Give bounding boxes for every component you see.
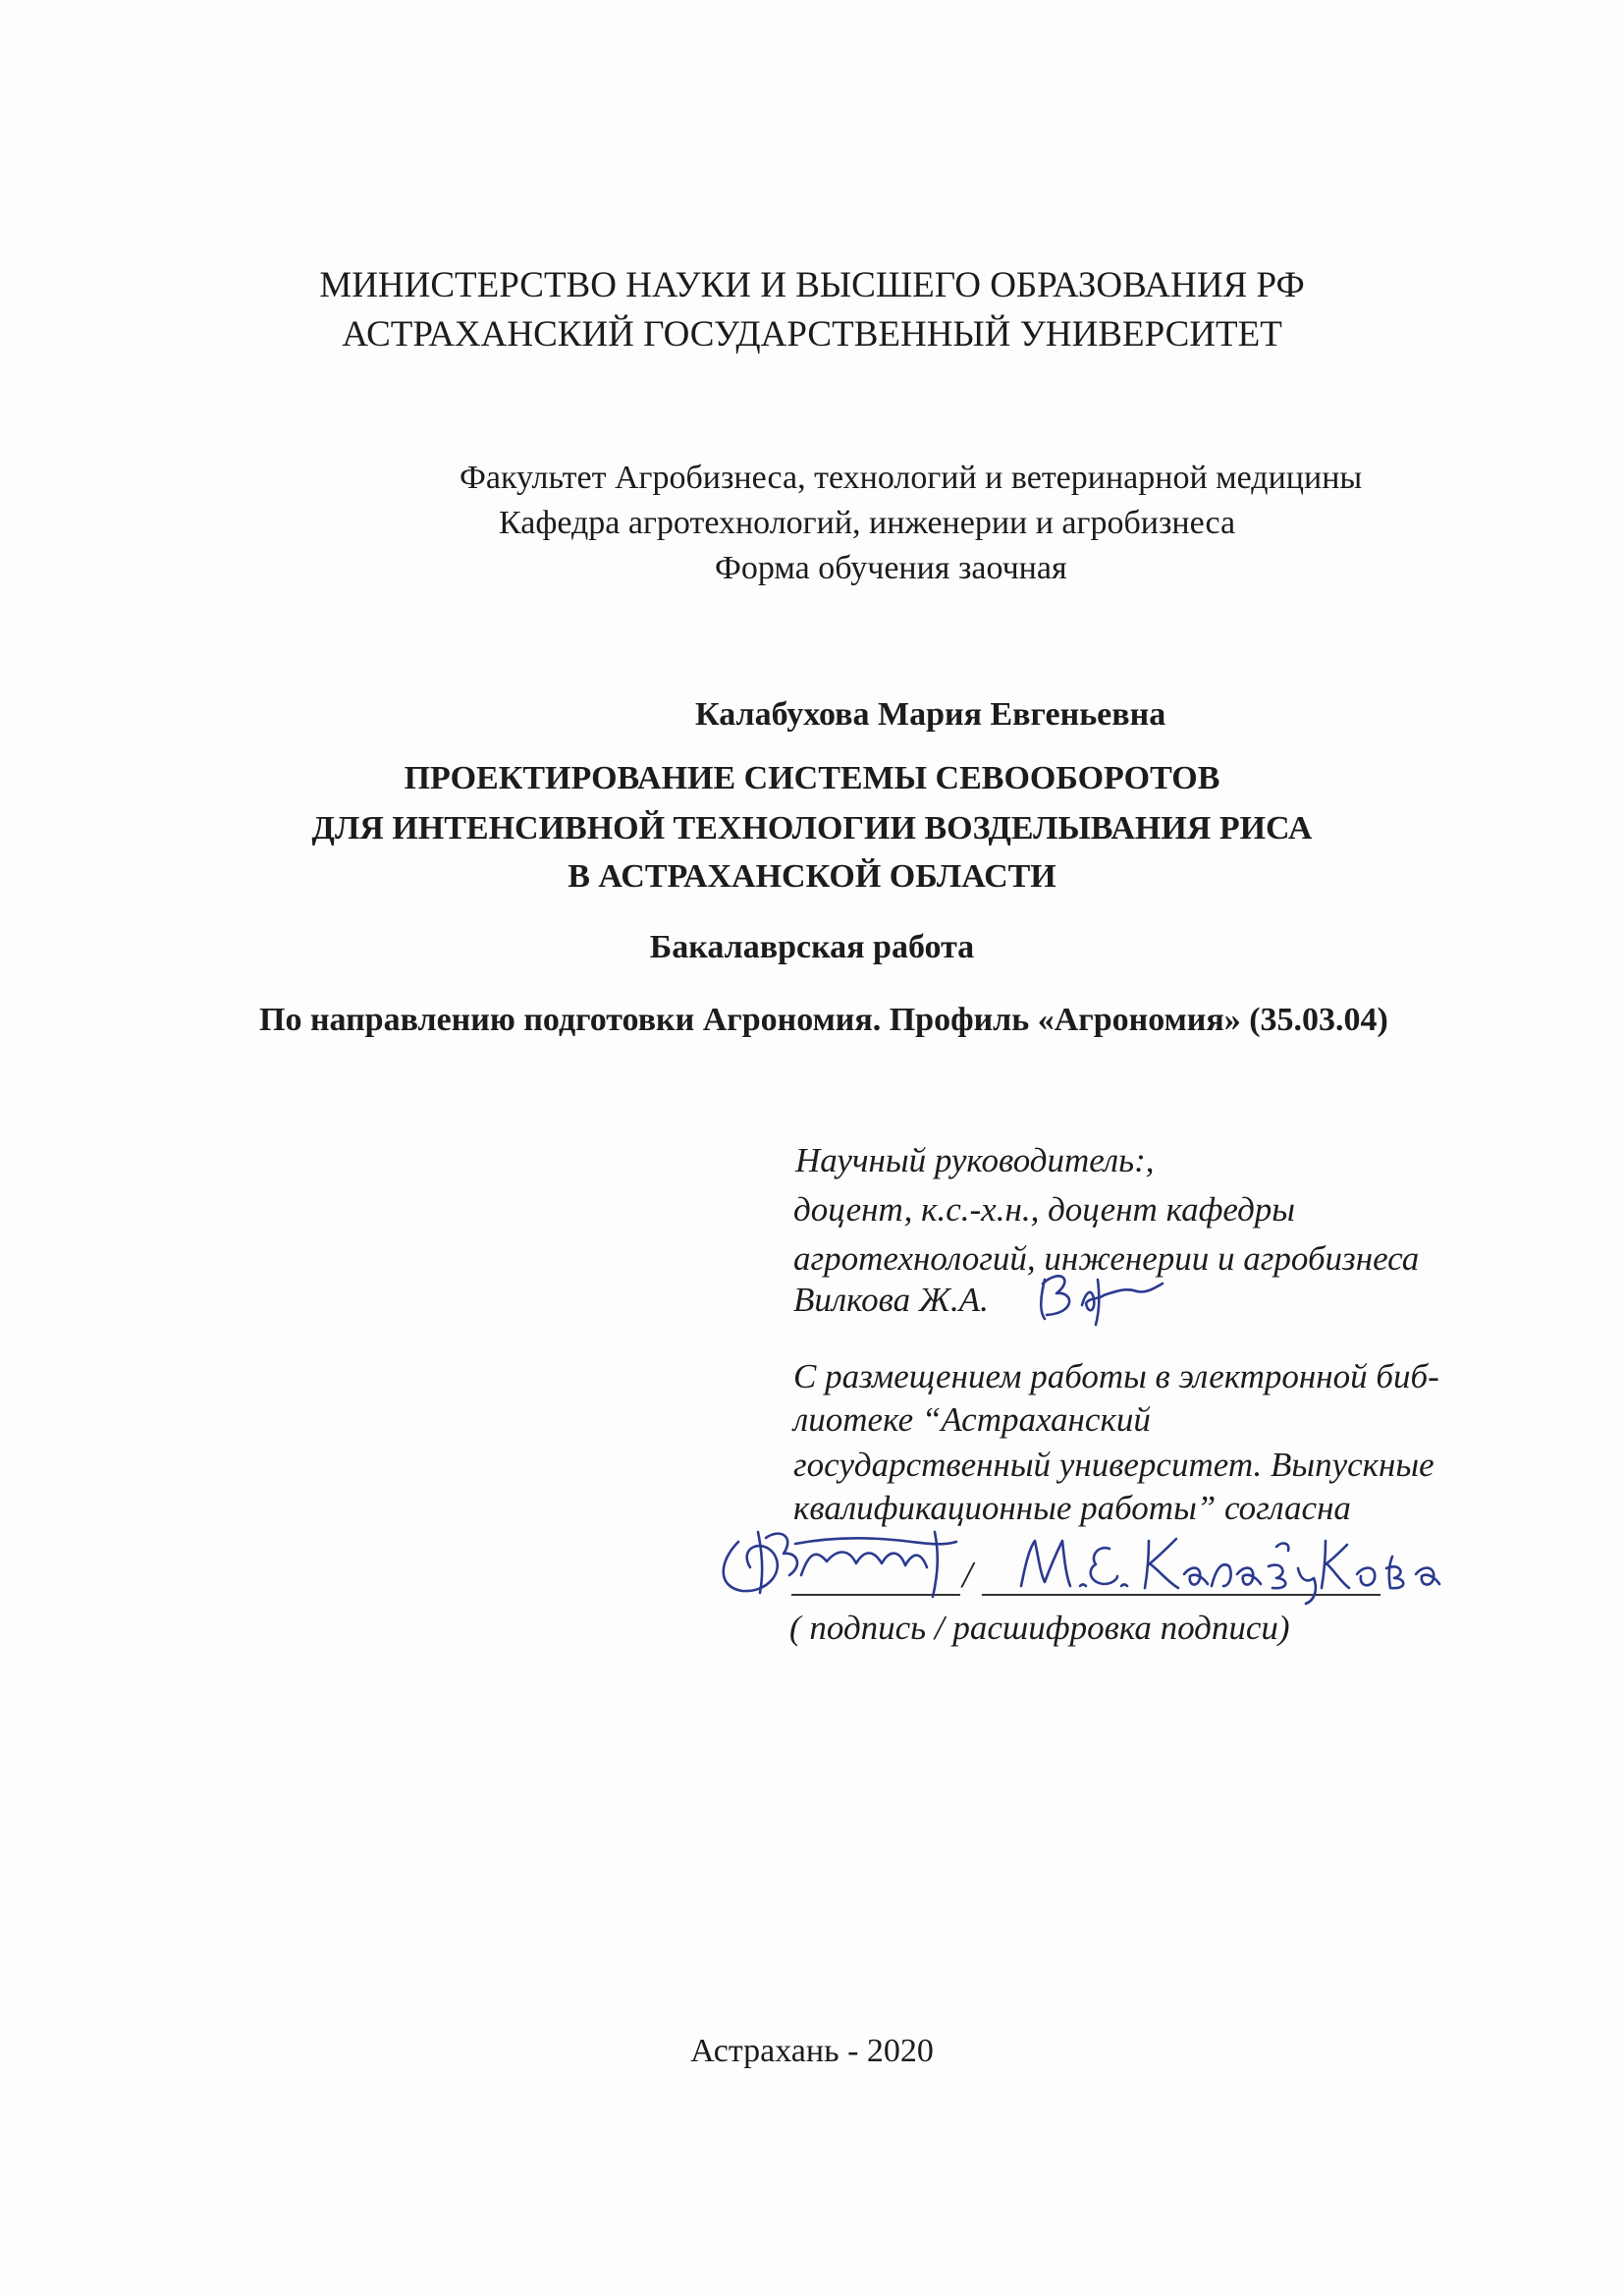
- supervisor-label: Научный руководитель:,: [795, 1141, 1155, 1179]
- consent-line-3: государственный университет. Выпускные: [793, 1446, 1435, 1484]
- signature-slash: /: [962, 1555, 973, 1596]
- student-signature: [699, 1503, 994, 1611]
- study-direction: По направлению подготовки Агрономия. Профиль «Агрономия» (35.03.04): [259, 1002, 1388, 1038]
- consent-line-2: лиотеке “Астраханский: [793, 1400, 1151, 1439]
- author-name: Калабухова Мария Евгеньевна: [695, 696, 1166, 733]
- student-name-handwriting: [1011, 1527, 1522, 1606]
- city-year: Астрахань - 2020: [690, 2033, 934, 2069]
- department-name: Кафедра агротехнологий, инженерии и агробизнеса: [499, 505, 1236, 541]
- signature-caption: ( подпись / расшифровка подписи): [789, 1609, 1290, 1647]
- thesis-title-line-1: ПРОЕКТИРОВАНИЕ СИСТЕМЫ СЕВООБОРОТОВ: [404, 760, 1220, 796]
- ministry-name: МИНИСТЕРСТВО НАУКИ И ВЫСШЕГО ОБРАЗОВАНИЯ РФ: [319, 265, 1305, 305]
- faculty-name: Факультет Агробизнеса, технологий и ветеринарной медицины: [460, 460, 1363, 496]
- study-form: Форма обучения заочная: [715, 550, 1067, 586]
- supervisor-position: доцент, к.с.-х.н., доцент кафедры: [793, 1190, 1296, 1229]
- consent-line-1: С размещением работы в электронной биб-: [793, 1357, 1439, 1395]
- thesis-title-line-3: В АСТРАХАНСКОЙ ОБЛАСТИ: [568, 858, 1056, 895]
- university-name: АСТРАХАНСКИЙ ГОСУДАРСТВЕННЫЙ УНИВЕРСИТЕТ: [342, 314, 1282, 355]
- supervisor-department: агротехнологий, инженерии и агробизнеса: [793, 1239, 1420, 1278]
- supervisor-signature: [1031, 1262, 1168, 1331]
- thesis-title-line-2: ДЛЯ ИНТЕНСИВНОЙ ТЕХНОЛОГИИ ВОЗДЕЛЫВАНИЯ РИСА: [311, 810, 1313, 847]
- work-type: Бакалаврская работа: [649, 929, 975, 965]
- supervisor-name: Вилкова Ж.А.: [793, 1281, 989, 1319]
- consent-line-4: квалификационные работы” согласна: [793, 1489, 1351, 1527]
